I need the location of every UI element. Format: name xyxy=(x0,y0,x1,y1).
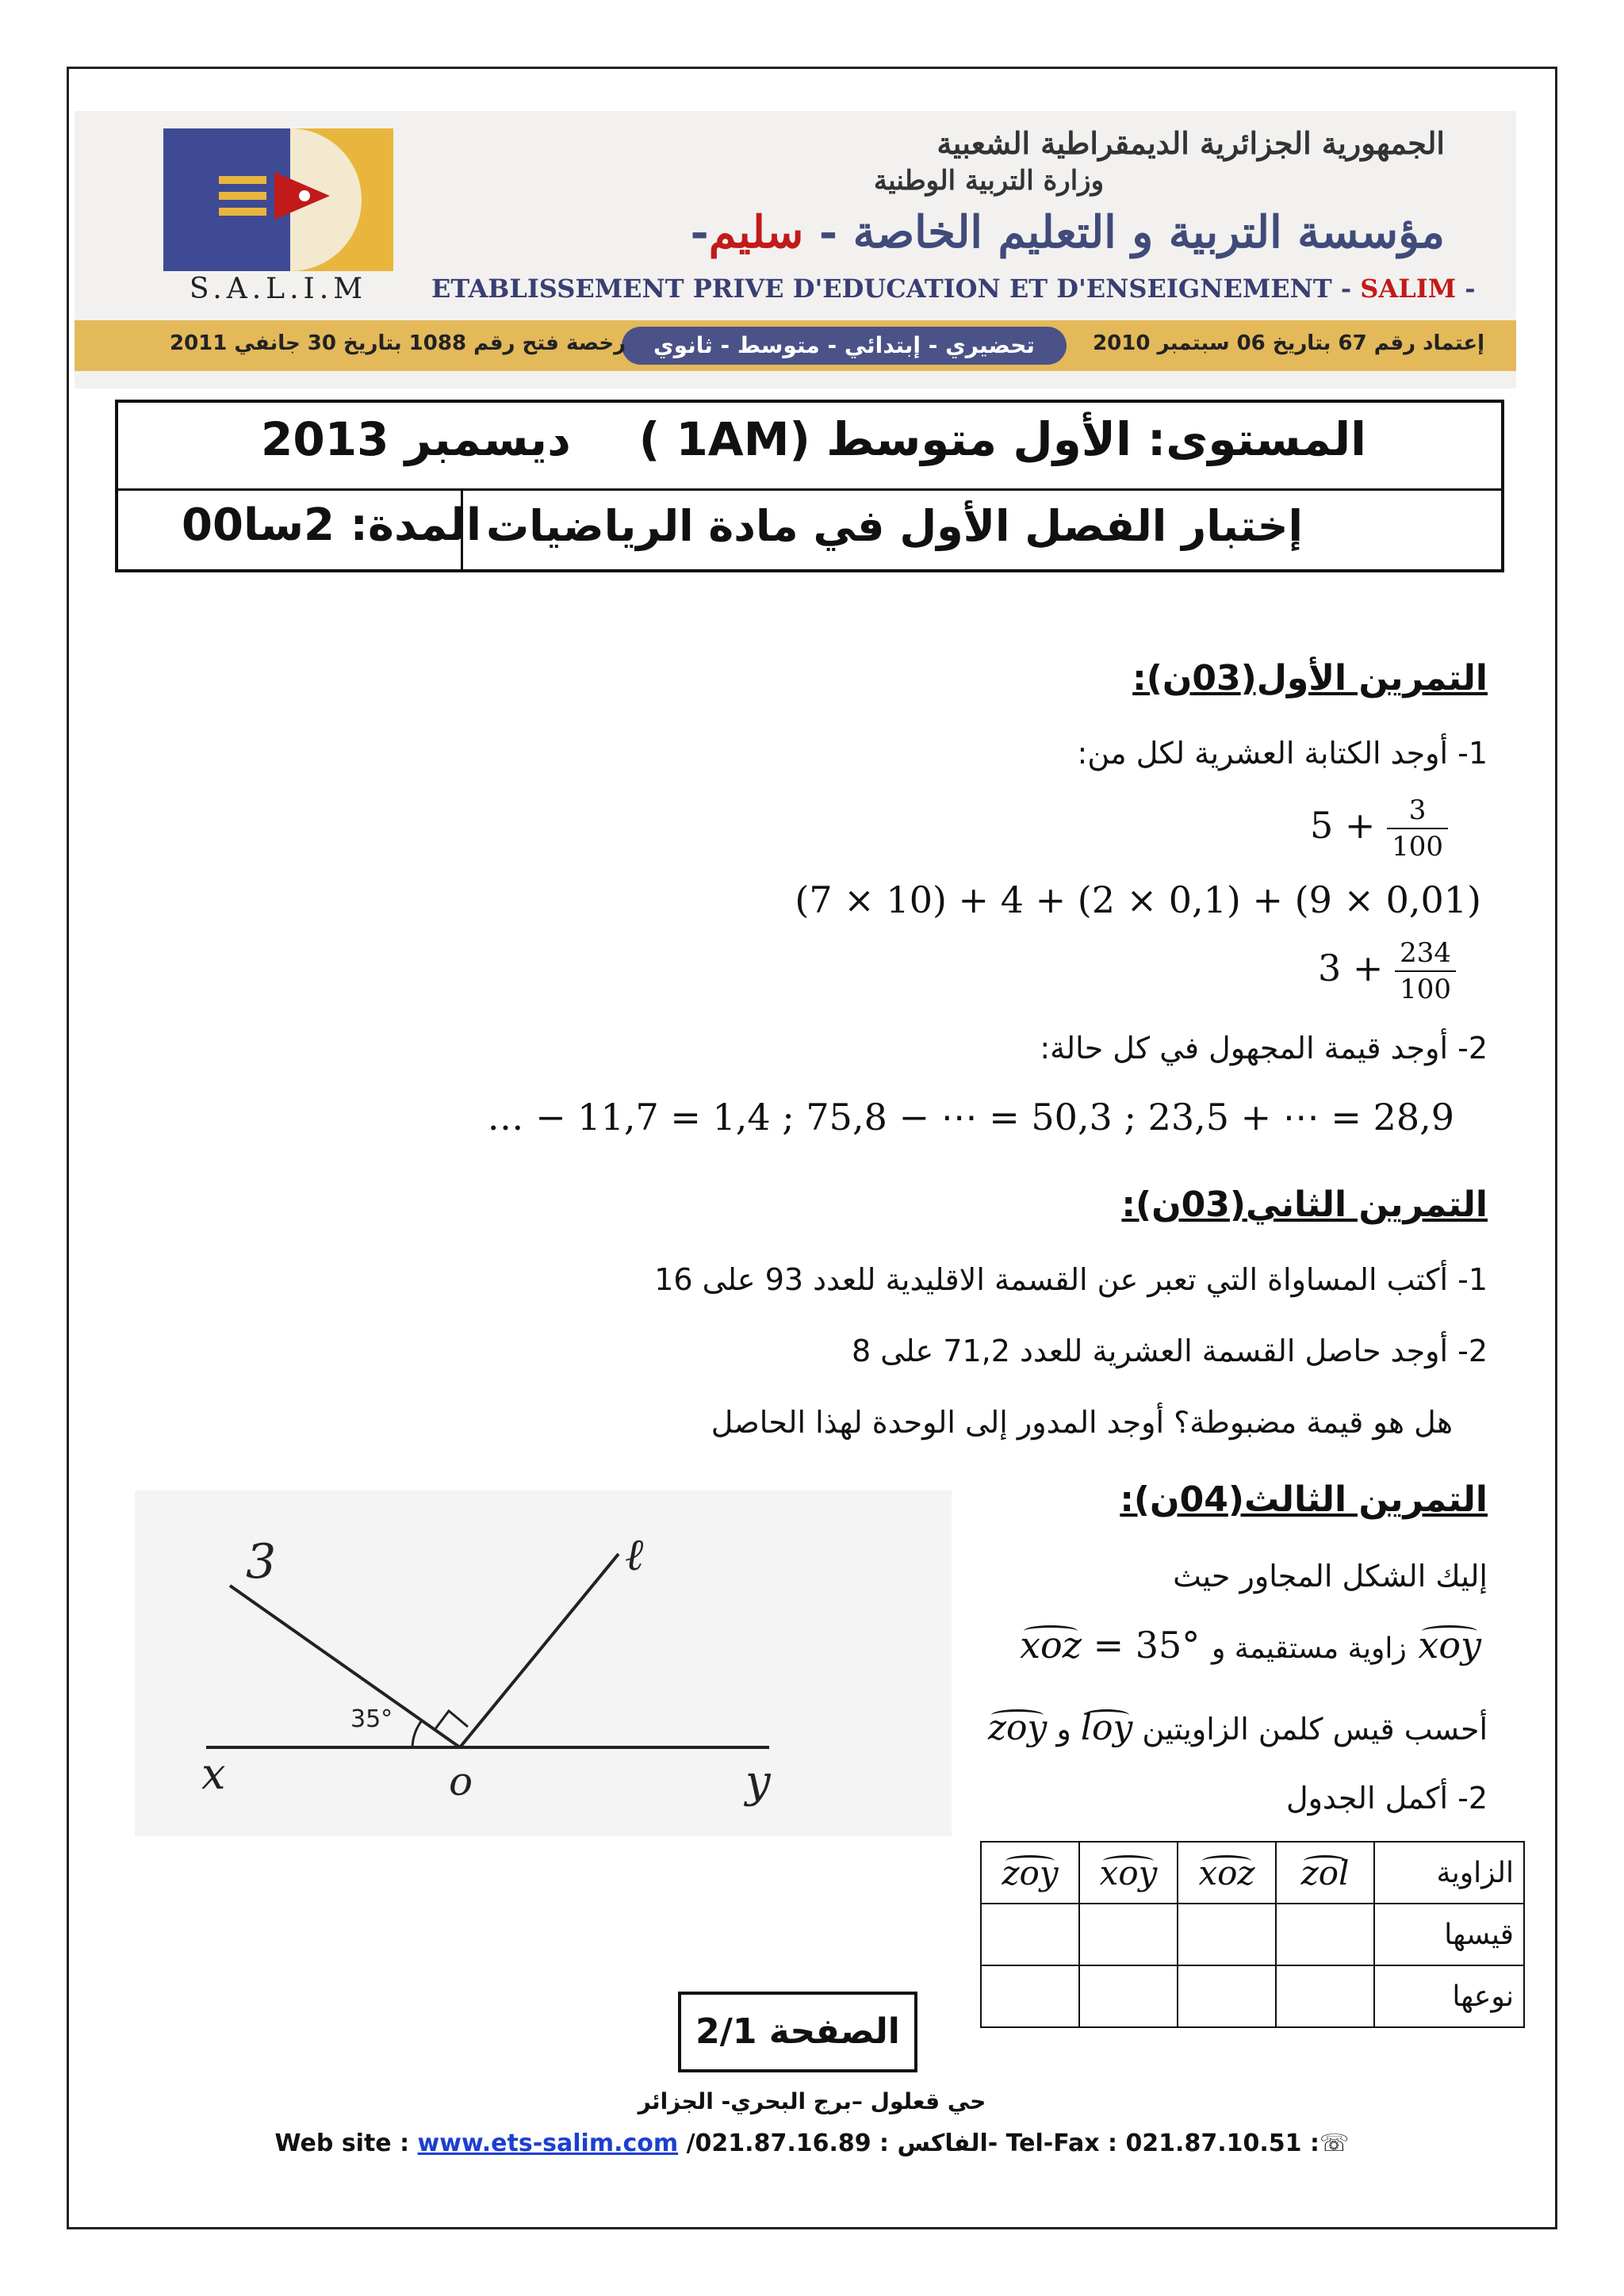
label-x: x xyxy=(201,1749,226,1799)
cell-measure-xoy[interactable] xyxy=(1079,1904,1178,1965)
cell-measure-xoz[interactable] xyxy=(1178,1904,1276,1965)
cell-type-xoy[interactable] xyxy=(1079,1965,1178,2027)
table-header-row xyxy=(981,1842,1524,1904)
ex3-q2: 2- أكمل الجدول xyxy=(1285,1781,1488,1816)
ex1-q2: 2- أوجد قيمة المجهول في كل حالة: xyxy=(1040,1031,1488,1066)
school-name-main: مؤسسة التربية و التعليم الخاصة - xyxy=(818,206,1445,258)
ex1-expr3 xyxy=(1318,936,1456,1007)
ex3-intro: إليك الشكل المجاور حيث xyxy=(1173,1559,1488,1594)
school-name-ar xyxy=(690,206,1445,258)
republic-title: الجمهورية الجزائرية الديمقراطية الشعبية xyxy=(936,125,1445,161)
exam-subject: إختبار الفصل الأول في مادة الرياضيات xyxy=(485,501,1303,551)
ray-oz xyxy=(230,1586,460,1747)
ex1-expr3-den: 100 xyxy=(1400,974,1451,1005)
header-xoz-symbol: xoz xyxy=(1198,1853,1255,1892)
ex1-expr3-num: 234 xyxy=(1395,936,1456,972)
ex3-q1-text: أحسب قيس كلمن الزاويتين xyxy=(1142,1712,1488,1747)
accreditation-number: إعتماد رقم 67 بتاريخ 06 سبتمبر 2010 xyxy=(1093,331,1484,355)
table-row xyxy=(981,1965,1524,2027)
label-o: o xyxy=(449,1758,473,1804)
ministry-title: وزارة التربية الوطنية xyxy=(873,165,1104,197)
angle-xoz-symbol: xoz xyxy=(1020,1624,1082,1667)
school-address: حي قعلول –برج البحري- الجزائر xyxy=(638,2088,986,2114)
condition-text: زاوية مستقيمة و xyxy=(1211,1632,1407,1665)
right-angle-mark xyxy=(435,1711,468,1730)
ex1-q1: 1- أوجد الكتابة العشرية لكل من: xyxy=(1077,736,1488,771)
license-number: رخصة فتح رقم 1088 بتاريخ 30 جانفي 2011 xyxy=(170,331,626,355)
exam-level: المستوى: الأول متوسط (1AM ) xyxy=(638,412,1366,466)
header-xoy xyxy=(1079,1842,1178,1904)
row-label-measure: قيسها xyxy=(1374,1904,1524,1965)
cell-type-zoy[interactable] xyxy=(981,1965,1079,2027)
header-xoy-symbol: xoy xyxy=(1099,1853,1158,1892)
exam-date: ديسمبر 2013 xyxy=(261,412,571,466)
header-zoy xyxy=(981,1842,1079,1904)
ex3-q1 xyxy=(988,1708,1488,1748)
exam-duration: المدة: 2سا00 xyxy=(182,499,482,551)
angle-figure xyxy=(135,1490,952,1836)
ex1-title: التمرين الأول(03ن): xyxy=(1132,658,1488,698)
label-l: ℓ xyxy=(625,1529,644,1581)
cell-type-zol[interactable] xyxy=(1276,1965,1374,2027)
header-angle: الزاوية xyxy=(1374,1842,1524,1904)
web-site-label: Web site : xyxy=(274,2130,410,2157)
contact-phones: /021.87.16.89 : الفاكس- Tel-Fax : 021.87.10.51 :☏ xyxy=(686,2130,1350,2157)
ex2-q1: 1- أكتب المساواة التي تعبر عن القسمة الاقليدية للعدد 93 على 16 xyxy=(654,1262,1488,1297)
school-logo xyxy=(163,128,393,271)
ex3-condition xyxy=(1020,1624,1481,1667)
ray-ol xyxy=(460,1554,619,1747)
ex2-q3: هل هو قيمة مضبوطة؟ أوجد المدور إلى الوحدة لهذا الحاصل xyxy=(710,1405,1453,1440)
ex1-expr3-fraction xyxy=(1395,936,1456,1007)
ex1-expr2: (7 × 10) + 4 + (2 × 0,1) + (9 × 0,01) xyxy=(795,878,1481,921)
ex1-expr1-num: 3 xyxy=(1387,793,1448,829)
exam-info-table xyxy=(115,400,1504,572)
header-zol xyxy=(1276,1842,1374,1904)
ex1-equations: … − 11,7 = 1,4 ; 75,8 − ⋯ = 50,3 ; 23,5 + ⋯ = 28,9 xyxy=(487,1096,1454,1138)
school-banner xyxy=(75,111,1516,388)
angle-xoz-value: = 35° xyxy=(1093,1624,1201,1667)
web-site-link[interactable]: www.ets-salim.com xyxy=(417,2130,679,2157)
label-y: y xyxy=(745,1756,771,1808)
angle-xoy-symbol: xoy xyxy=(1418,1624,1481,1667)
accreditation-strip xyxy=(75,320,1516,371)
school-name-fr xyxy=(431,274,1476,304)
ex1-expr1 xyxy=(1310,793,1448,864)
ex3-title: التمرين الثالث(04ن): xyxy=(1120,1479,1488,1520)
angles-table xyxy=(980,1841,1525,2028)
label-35deg: 35° xyxy=(350,1705,393,1733)
cell-measure-zoy[interactable] xyxy=(981,1904,1079,1965)
school-name-salim: سليم xyxy=(708,206,804,258)
levels-pill: تحضيري - إبتدائي - متوسط - ثانوي xyxy=(622,327,1067,365)
angle-arc xyxy=(412,1720,422,1747)
contact-line xyxy=(0,2130,1624,2157)
ex1-expr1-fraction xyxy=(1387,793,1448,864)
angle-loy-symbol: loy xyxy=(1080,1708,1133,1748)
label-z: 3 xyxy=(246,1534,277,1590)
info-row-divider xyxy=(118,488,1501,491)
angle-figure-svg xyxy=(135,1490,952,1836)
ex1-expr3-int: 3 + xyxy=(1318,947,1384,989)
school-name-end: - xyxy=(690,206,709,258)
cell-measure-zol[interactable] xyxy=(1276,1904,1374,1965)
cell-type-xoz[interactable] xyxy=(1178,1965,1276,2027)
ex1-expr1-den: 100 xyxy=(1392,831,1443,863)
school-name-fr-main: ETABLISSEMENT PRIVE D'EDUCATION ET D'ENSEIGNEMENT - xyxy=(431,274,1352,304)
table-row xyxy=(981,1904,1524,1965)
logo-text: S.A.L.I.M xyxy=(189,273,368,305)
header-zol-symbol: zol xyxy=(1300,1853,1350,1892)
page-number-box: الصفحة 2/1 xyxy=(678,1992,917,2072)
school-name-fr-end: - xyxy=(1465,274,1476,304)
header-xoz xyxy=(1178,1842,1276,1904)
ex2-q2: 2- أوجد حاصل القسمة العشرية للعدد 71,2 على 8 xyxy=(852,1334,1488,1368)
row-label-type: نوعها xyxy=(1374,1965,1524,2027)
ex2-title: التمرين الثاني(03ن): xyxy=(1121,1184,1488,1225)
ex3-q1-and: و xyxy=(1056,1712,1071,1747)
school-name-fr-salim: SALIM xyxy=(1360,274,1457,304)
angle-zoy-symbol: zoy xyxy=(987,1708,1048,1748)
header-zoy-symbol: zoy xyxy=(1002,1853,1059,1892)
ex1-expr1-int: 5 + xyxy=(1310,804,1376,847)
